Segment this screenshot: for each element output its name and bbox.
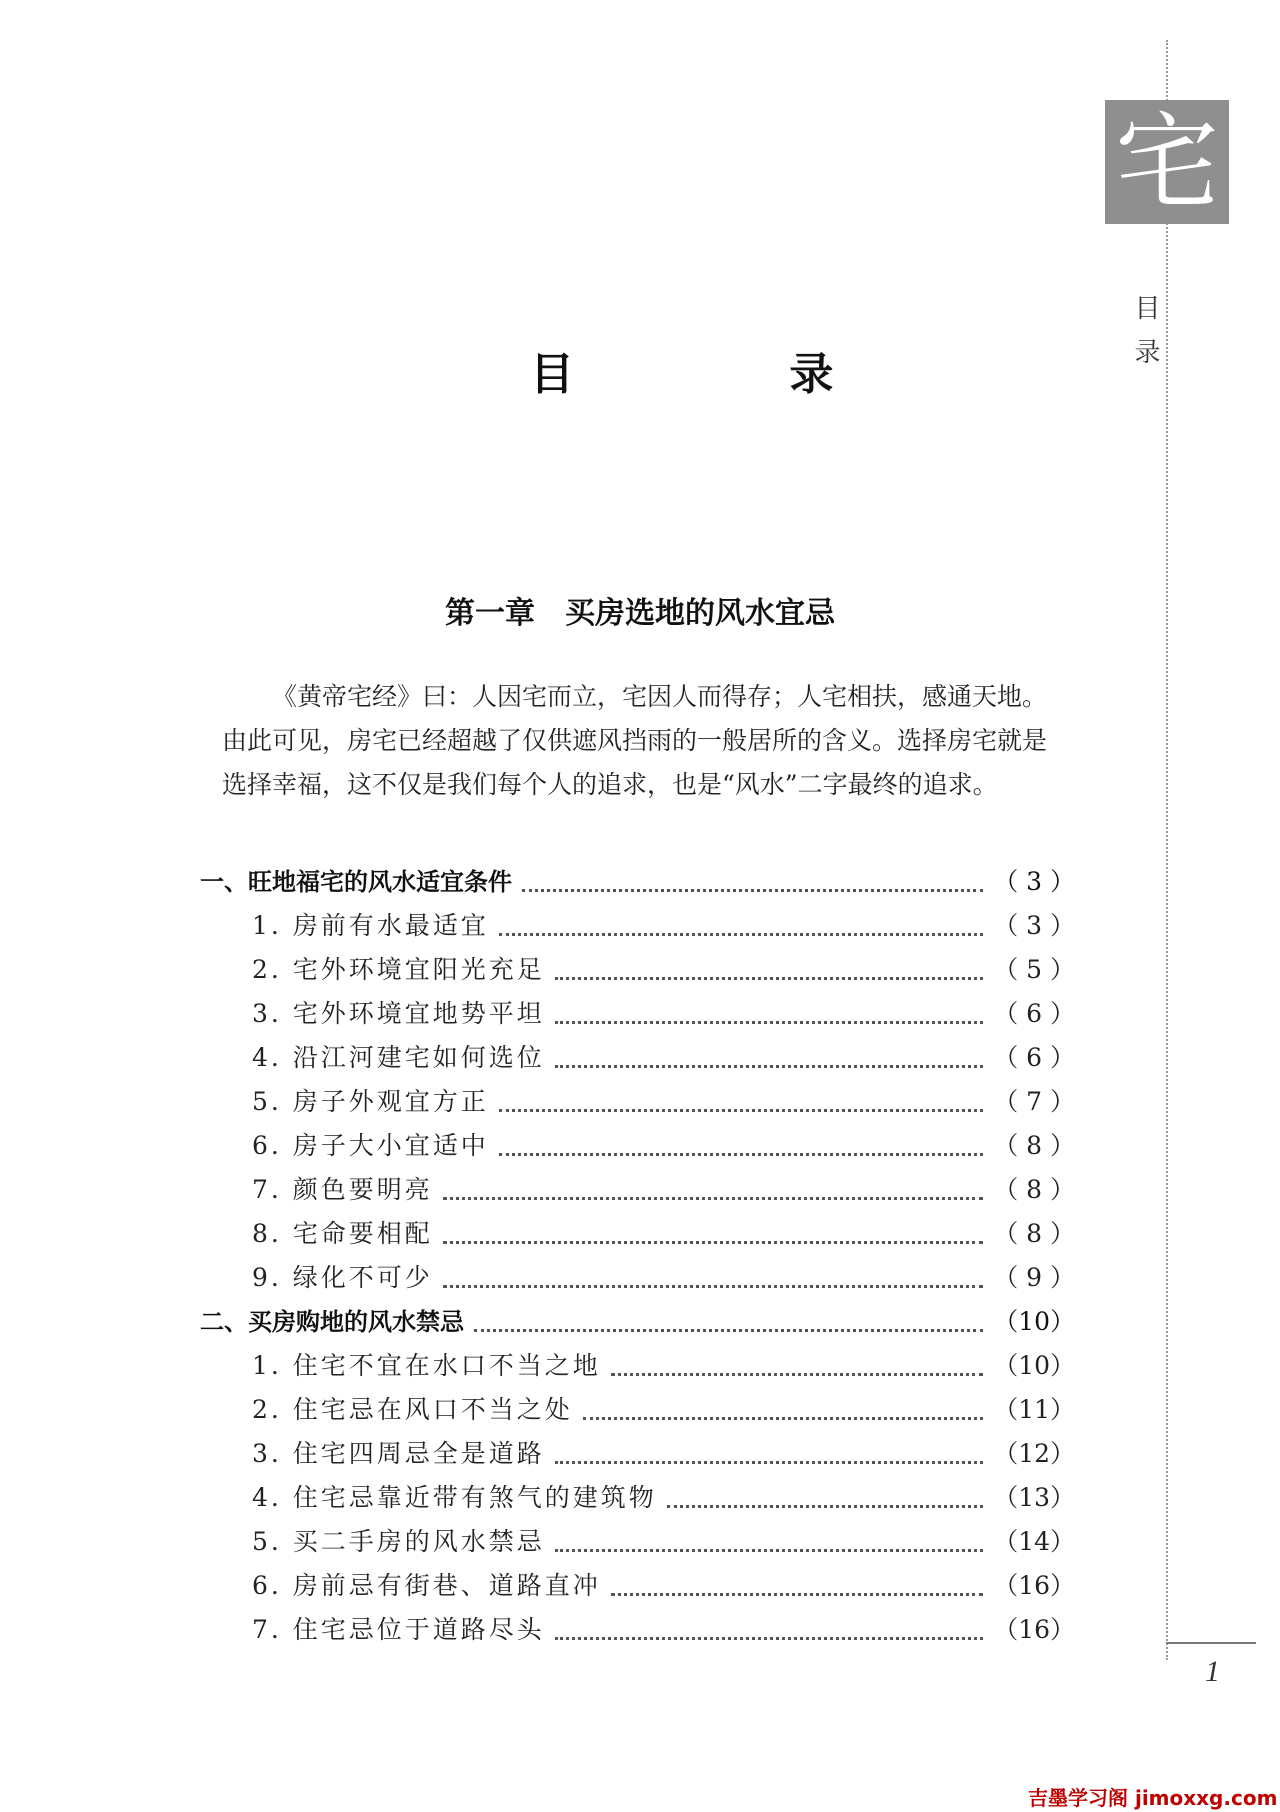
toc-entry-page: （14） [993, 1527, 1075, 1556]
page-number: 1 [1205, 1655, 1220, 1688]
toc-dot-leader [443, 1241, 983, 1244]
toc-entry-page: （ 6 ） [993, 1043, 1075, 1072]
toc-dot-leader [555, 1549, 983, 1552]
toc-entry-page: （10） [993, 1351, 1075, 1380]
toc-item-entry[interactable] [200, 1564, 1075, 1608]
toc-section-entry[interactable] [200, 1300, 1075, 1344]
toc-dot-leader [499, 1109, 983, 1112]
toc-dot-leader [555, 1461, 983, 1464]
toc-entry-label: 5. 房子外观宜方正 [252, 1087, 489, 1116]
toc-dot-leader [443, 1197, 983, 1200]
toc-item-entry[interactable] [200, 1212, 1075, 1256]
side-tab-badge: 宅 [1105, 100, 1229, 224]
toc-dot-leader [474, 1329, 983, 1332]
toc-entry-page: （16） [993, 1615, 1075, 1644]
toc-item-entry[interactable] [200, 1432, 1075, 1476]
toc-entry-page: （ 8 ） [993, 1219, 1075, 1248]
toc-entry-label: 4. 沿江河建宅如何选位 [252, 1043, 545, 1072]
toc-dot-leader [555, 1021, 983, 1024]
chapter-intro: 《黄帝宅经》曰：人因宅而立，宅因人而得存；人宅相扶，感通天地。由此可见，房宅已经超越了仅供遮风挡雨的一般居所的含义。选择房宅就是选择幸福，这不仅是我们每个人的追求，也是“风水”二字最终的追求。 [222, 682, 1048, 799]
side-tab-label: 目录 [1130, 294, 1160, 382]
toc-item-entry[interactable] [200, 948, 1075, 992]
toc-item-entry[interactable] [200, 1608, 1075, 1652]
toc-dot-leader [555, 977, 983, 980]
page-title: 目 录 [530, 349, 934, 400]
toc-entry-label: 4. 住宅忌靠近带有煞气的建筑物 [252, 1483, 657, 1512]
toc-entry-label: 7. 颜色要明亮 [252, 1175, 433, 1204]
toc-entry-label: 3. 住宅四周忌全是道路 [252, 1439, 545, 1468]
toc-item-entry[interactable] [200, 1476, 1075, 1520]
toc-entry-page: （ 8 ） [993, 1175, 1075, 1204]
toc-entry-label: 6. 房子大小宜适中 [252, 1131, 489, 1160]
toc-dot-leader [611, 1593, 983, 1596]
toc-entry-page: （12） [993, 1439, 1075, 1468]
toc-entry-page: （16） [993, 1571, 1075, 1600]
toc-item-entry[interactable] [200, 1344, 1075, 1388]
toc-entry-label: 1. 房前有水最适宜 [252, 911, 489, 940]
toc-entry-page: （ 6 ） [993, 999, 1075, 1028]
table-of-contents [200, 860, 1075, 1652]
toc-dot-leader [499, 933, 983, 936]
toc-item-entry[interactable] [200, 992, 1075, 1036]
chapter-title: 第一章 买房选地的风水宜忌 [445, 596, 835, 631]
toc-dot-leader [555, 1065, 983, 1068]
toc-entry-page: （ 8 ） [993, 1131, 1075, 1160]
toc-dot-leader [555, 1637, 983, 1640]
toc-item-entry[interactable] [200, 1256, 1075, 1300]
toc-entry-label: 7. 住宅忌位于道路尽头 [252, 1615, 545, 1644]
toc-entry-page: （13） [993, 1483, 1075, 1512]
toc-entry-page: （11） [993, 1395, 1075, 1424]
toc-entry-page: （ 3 ） [993, 867, 1075, 896]
toc-entry-label: 8. 宅命要相配 [252, 1219, 433, 1248]
toc-section-entry[interactable] [200, 860, 1075, 904]
toc-dot-leader [443, 1285, 983, 1288]
toc-dot-leader [667, 1505, 983, 1508]
toc-entry-label: 一、旺地福宅的风水适宜条件 [200, 868, 512, 896]
toc-entry-label: 2. 宅外环境宜阳光充足 [252, 955, 545, 984]
toc-entry-page: （ 9 ） [993, 1263, 1075, 1292]
toc-entry-label: 5. 买二手房的风水禁忌 [252, 1527, 545, 1556]
toc-item-entry[interactable] [200, 1388, 1075, 1432]
toc-item-entry[interactable] [200, 1124, 1075, 1168]
toc-dot-leader [499, 1153, 983, 1156]
toc-entry-page: （10） [993, 1307, 1075, 1336]
toc-dot-leader [522, 889, 983, 892]
toc-dot-leader [611, 1373, 983, 1376]
watermark: 吉墨学习阁 jimoxxg.com [1028, 1786, 1278, 1810]
toc-entry-page: （ 5 ） [993, 955, 1075, 984]
toc-entry-label: 2. 住宅忌在风口不当之处 [252, 1395, 573, 1424]
toc-entry-label: 二、买房购地的风水禁忌 [200, 1308, 464, 1336]
toc-entry-label: 9. 绿化不可少 [252, 1263, 433, 1292]
toc-entry-page: （ 7 ） [993, 1087, 1075, 1116]
toc-item-entry[interactable] [200, 1520, 1075, 1564]
toc-item-entry[interactable] [200, 1168, 1075, 1212]
toc-item-entry[interactable] [200, 1080, 1075, 1124]
toc-dot-leader [583, 1417, 983, 1420]
toc-item-entry[interactable] [200, 904, 1075, 948]
toc-item-entry[interactable] [200, 1036, 1075, 1080]
toc-entry-label: 3. 宅外环境宜地势平坦 [252, 999, 545, 1028]
toc-entry-page: （ 3 ） [993, 911, 1075, 940]
toc-entry-label: 6. 房前忌有街巷、道路直冲 [252, 1571, 601, 1600]
margin-guide-line [1166, 40, 1168, 1660]
toc-entry-label: 1. 住宅不宜在水口不当之地 [252, 1351, 601, 1380]
footer-rule [1166, 1642, 1256, 1644]
